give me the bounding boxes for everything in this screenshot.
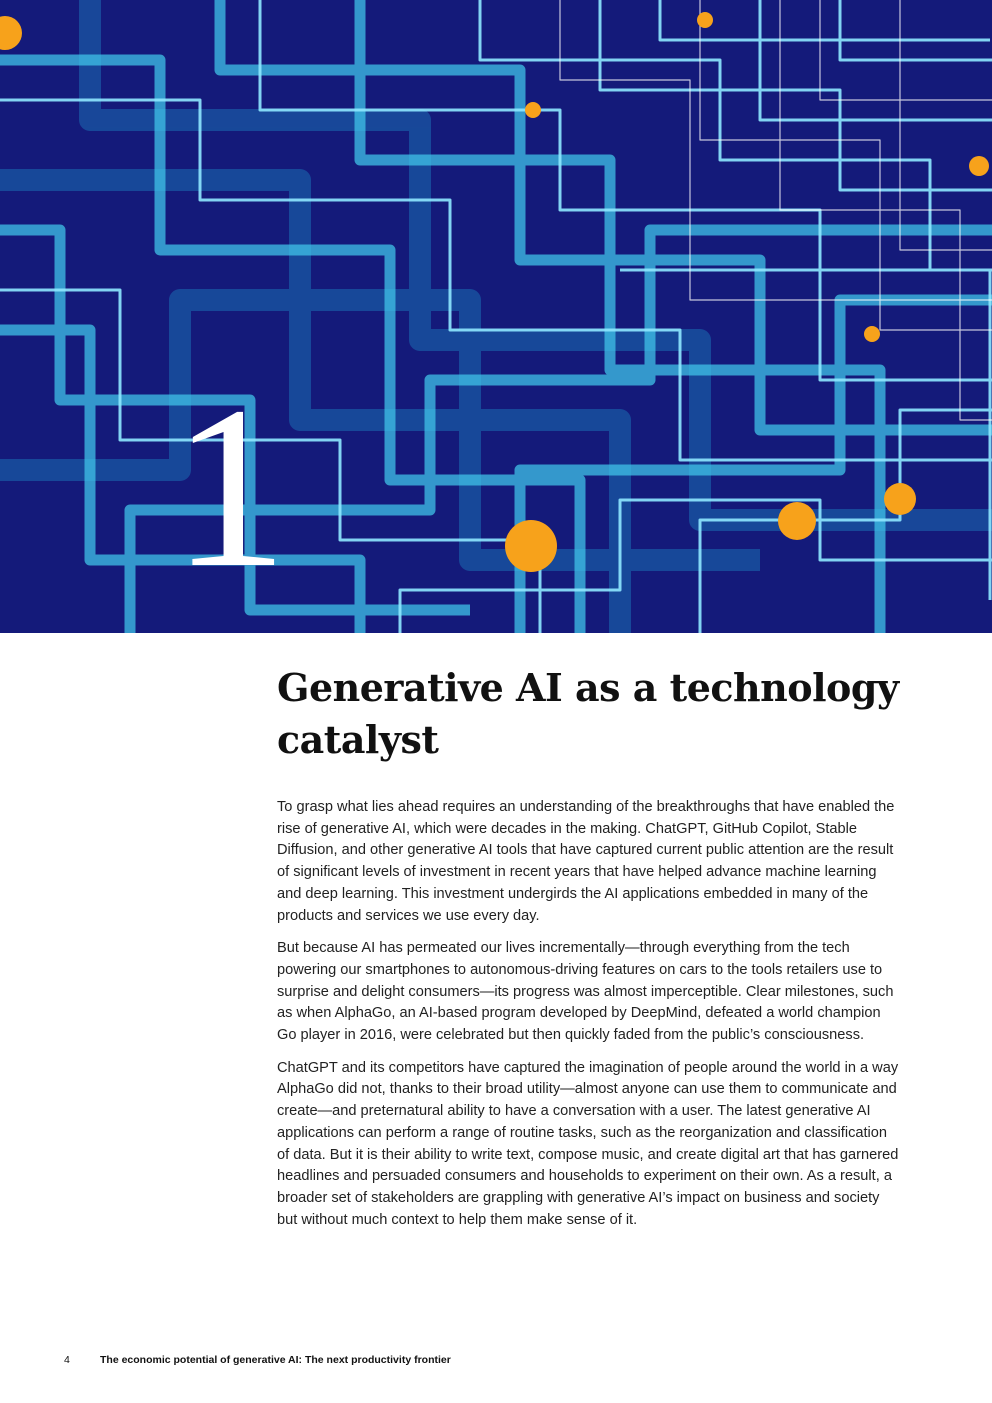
circuit-illustration bbox=[0, 0, 992, 633]
article-body bbox=[277, 797, 902, 1242]
document-title: The economic potential of generative AI: The next productivity frontier bbox=[100, 1354, 451, 1366]
chapter-title: Generative AI as a technology catalyst bbox=[277, 665, 899, 762]
page-number: 4 bbox=[64, 1354, 70, 1366]
paragraph: ChatGPT and its competitors have captured the imagination of people around the world in a way AlphaGo did not, thanks to their broad utility—almost anyone can use them to communicate and create—and preternatural ability to have a conversation with a user. The latest generative AI applications can perform a range of routine tasks, such as the reorganization and classification of data. But it is their ability to write text, compose music, and create digital art that has garnered headlines and persuaded consumers and households to experiment on their own. As a result, a broader set of stakeholders are grappling with generative AI’s impact on business and society but without much context to help them make sense of it. bbox=[277, 1059, 899, 1228]
hero-image bbox=[0, 0, 992, 633]
chapter-number: 1 bbox=[172, 359, 288, 616]
paragraph: But because AI has permeated our lives incrementally—through everything from the tech powering our smartphones to autonomous-driving features on cars to the tools retailers use to surprise and delight consumers—its progress was almost imperceptible. Clear milestones, such as when AlphaGo, an AI-based program developed by DeepMind, defeated a world champion Go player in 2016, were celebrated but then quickly faded from the public’s consciousness. bbox=[277, 940, 894, 1044]
paragraph: To grasp what lies ahead requires an understanding of the breakthroughs that have enabled the rise of generative AI, which were decades in the making. ChatGPT, GitHub Copilot, Stable Diffusion, and other generative AI tools that have captured current public attention are the result of significant levels of investment in recent years that have helped advance machine learning and deep learning. This investment undergirds the AI applications embedded in many of the products and services we use every day. bbox=[277, 799, 895, 924]
page-footer bbox=[64, 1354, 451, 1366]
